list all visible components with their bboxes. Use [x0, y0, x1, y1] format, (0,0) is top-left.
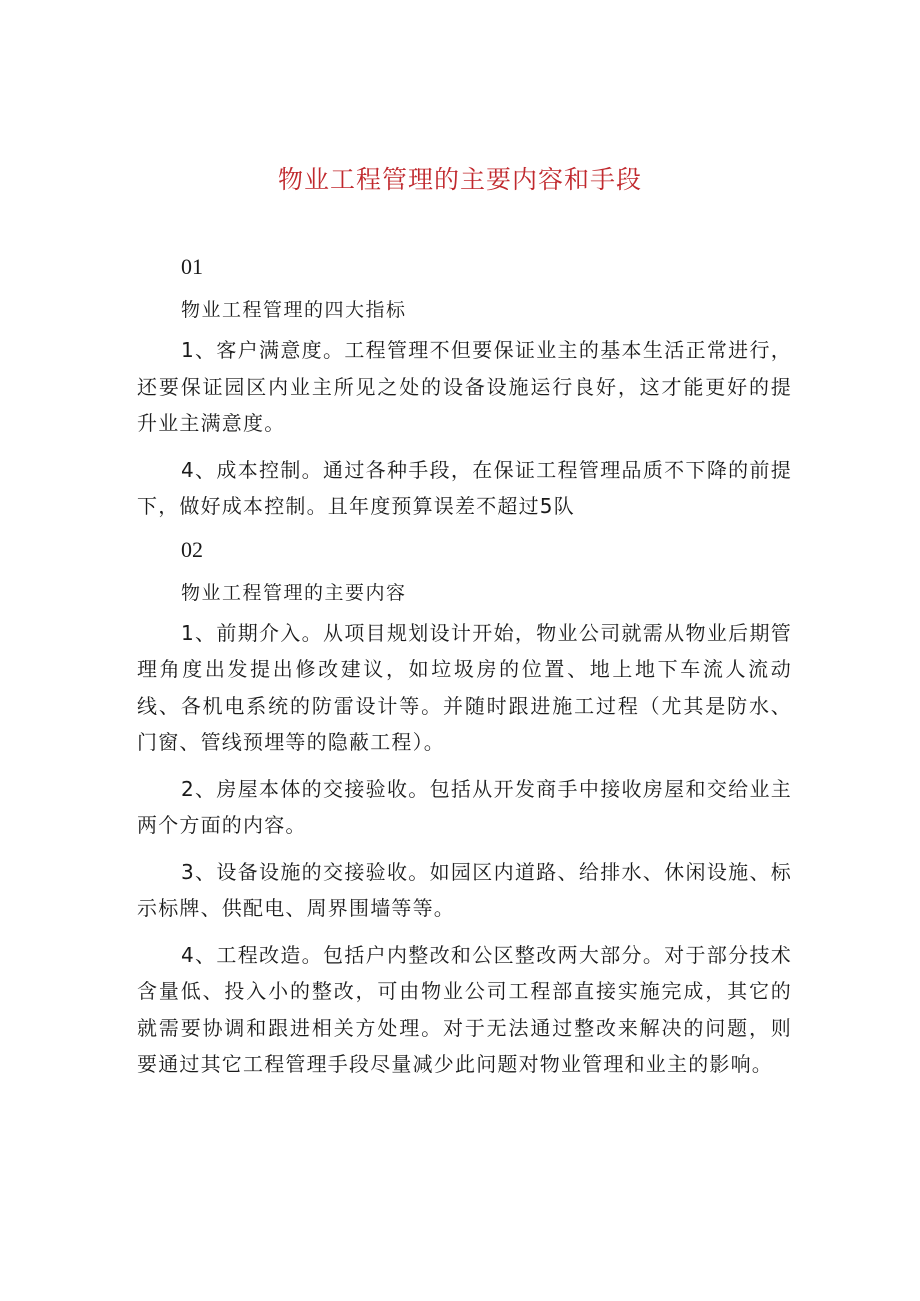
section-02 [137, 535, 792, 1083]
section-heading: 物业工程管理的四大指标 [181, 299, 407, 321]
section-heading: 物业工程管理的主要内容 [181, 581, 407, 604]
paragraph: 1、客户满意度。工程管理不但要保证业主的基本生活正常进行，还要保证园区内业主所见之处的设备设施运行良好，这才能更好的提升业主满意度。 [137, 338, 792, 435]
paragraph: 4、工程改造。包括户内整改和公区整改两大部分。对于部分技术含量低、投入小的整改，可由物业公司工程部直接实施完成，其它的就需要协调和跟进相关方处理。对于无法通过整改来解决的问题，则要通过其它工程管理手段尽量减少此问题对物业管理和业主的影响。 [137, 942, 792, 1076]
paragraph: 4、成本控制。通过各种手段，在保证工程管理品质不下降的前提下，做好成本控制。且年度预算误差不超过5队 [137, 457, 792, 518]
section-01 [137, 252, 792, 525]
paragraph: 2、房屋本体的交接验收。包括从开发商手中接收房屋和交给业主两个方面的内容。 [137, 776, 792, 837]
paragraph: 3、设备设施的交接验收。如园区内道路、给排水、休闲设施、标示标牌、供配电、周界围墙等等。 [137, 859, 792, 920]
section-number: 01 [181, 254, 203, 279]
document-body [137, 252, 792, 1093]
document-title: 物业工程管理的主要内容和手段 [277, 165, 642, 194]
section-number: 02 [181, 536, 203, 562]
paragraph: 1、前期介入。从项目规划设计开始，物业公司就需从物业后期管理角度出发提出修改建议，如垃圾房的位置、地上地下车流人流动线、各机电系统的防雷设计等。并随时跟进施工过程（尤其是防水、门窗、管线预埋等的隐蔽工程）。 [137, 620, 792, 754]
